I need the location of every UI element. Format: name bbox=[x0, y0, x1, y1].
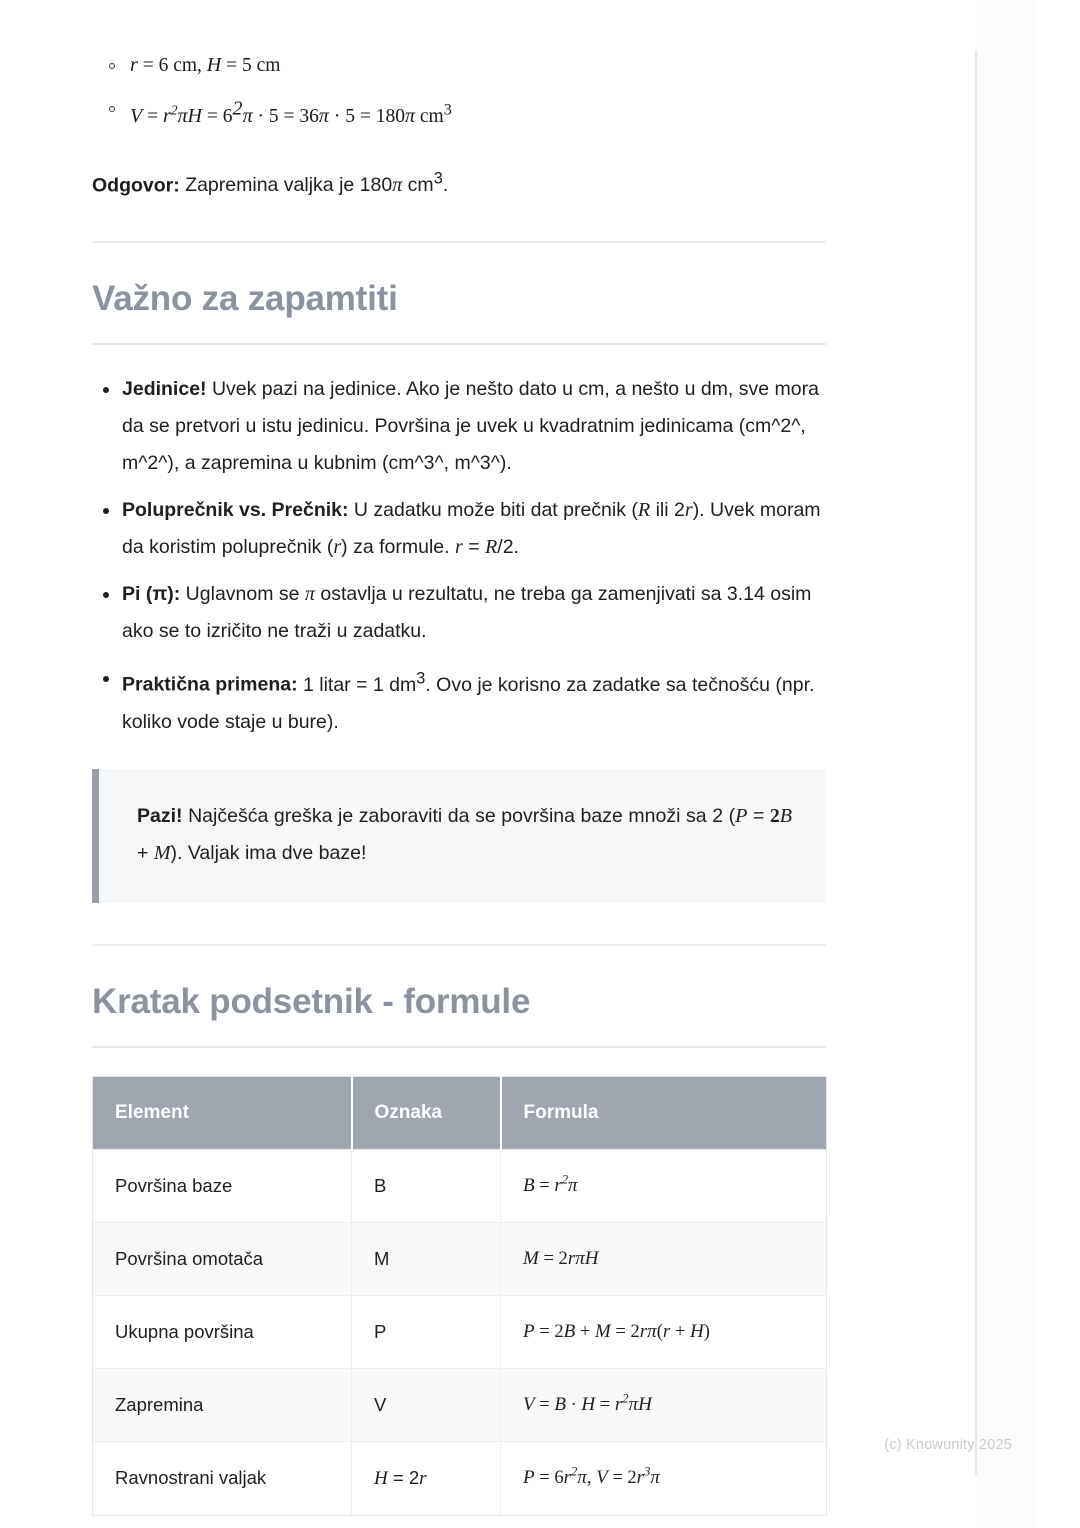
table-row bbox=[93, 1295, 827, 1368]
list-item-body: Uglavnom se π ostavlja u rezultatu, ne treba ga zamenjivati sa 3.14 osim ako se to izričito ne traži u zadatku. bbox=[122, 583, 812, 642]
cell-formula: $B = r^2\pi$ bbox=[501, 1149, 827, 1222]
cell-oznaka: P bbox=[352, 1295, 501, 1368]
list-item-lead: Poluprečnik vs. Prečnik: bbox=[122, 499, 349, 521]
list-item bbox=[122, 660, 826, 741]
table-row bbox=[93, 1149, 827, 1222]
cell-oznaka: V bbox=[352, 1368, 501, 1441]
cell-element: Površina omotača bbox=[93, 1222, 352, 1295]
list-item bbox=[122, 371, 826, 482]
cell-element: Zapremina bbox=[93, 1368, 352, 1441]
list-item-lead: Jedinice! bbox=[122, 378, 207, 400]
list-item-lead: Praktična primena: bbox=[122, 673, 298, 696]
column-header-element: Element bbox=[93, 1076, 352, 1149]
cell-oznaka: H = 2r bbox=[352, 1441, 501, 1515]
answer-label: Odgovor: bbox=[92, 174, 180, 196]
copyright-watermark: (c) Knowunity 2025 bbox=[884, 1437, 1012, 1453]
section-heading-vazno: Važno za zapamtiti bbox=[92, 279, 398, 318]
list-item-body: 1 litar = 1 $dm^3$. Ovo je korisno za zadatke sa tečnošću (npr. koliko vode staje u bure). bbox=[122, 669, 815, 733]
heading-underline bbox=[92, 343, 826, 345]
table-row bbox=[93, 1368, 827, 1441]
answer-paragraph bbox=[92, 164, 826, 201]
right-side-panel bbox=[977, 0, 1035, 1528]
cell-element: Ravnostrani valjak bbox=[93, 1441, 352, 1515]
cell-formula: P = 2B + M = 2rπ(r + H) bbox=[501, 1295, 827, 1368]
section-divider bbox=[92, 241, 826, 243]
cell-formula: M = 2rπH bbox=[501, 1222, 827, 1295]
list-item-body: Uvek pazi na jedinice. Ako je nešto dato u cm, a nešto u dm, sve mora da se pretvori u istu jedinicu. Površina je uvek u kvadratnim jedinicama (cm^2^, m^2^), a zapremina u kubnim (cm^3^, m^3^). bbox=[122, 378, 819, 474]
callout-lead: Pazi! bbox=[137, 804, 183, 827]
warning-callout bbox=[92, 769, 826, 903]
list-item bbox=[122, 492, 826, 566]
heading-underline bbox=[92, 1046, 826, 1048]
list-item bbox=[122, 576, 826, 650]
list-item-lead: Pi (π): bbox=[122, 583, 181, 605]
solution-step-text: $V = r^2\pi H = 6^2\pi \cdot 5 = 36\pi \cdot 5 = 180\pi$ $cm^3$ bbox=[130, 97, 452, 127]
document-content bbox=[92, 0, 826, 1516]
table-header-row bbox=[93, 1076, 827, 1149]
solution-steps-list bbox=[92, 44, 826, 138]
key-points-list bbox=[92, 371, 826, 741]
section-divider bbox=[92, 944, 826, 946]
cell-formula: $P = 6r^2\pi$, $V = 2r^3\pi$ bbox=[501, 1441, 827, 1515]
answer-text: Zapremina valjka je 180π $cm^3$. bbox=[185, 169, 449, 196]
cell-formula: $V = B \cdot H = r^2\pi H$ bbox=[501, 1368, 827, 1441]
page-edge-divider bbox=[975, 50, 977, 1475]
cell-oznaka: B bbox=[352, 1149, 501, 1222]
table-row bbox=[93, 1222, 827, 1295]
list-item-body: U zadatku može biti dat prečnik (R ili 2r). Uvek moram da koristim poluprečnik (r) za formule. r = R/2. bbox=[122, 499, 821, 558]
column-header-oznaka: Oznaka bbox=[352, 1076, 501, 1149]
callout-body: Najčešća greška je zaboraviti da se površina baze množi sa 2 (P = 2B + M). Valjak ima dve baze! bbox=[137, 804, 792, 864]
cell-element: Ukupna površina bbox=[93, 1295, 352, 1368]
cell-oznaka: M bbox=[352, 1222, 501, 1295]
section-heading-formule: Kratak podsetnik - formule bbox=[92, 981, 531, 1021]
cell-element: Površina baze bbox=[93, 1149, 352, 1222]
list-item bbox=[130, 44, 826, 87]
solution-step-text: r = 6 cm, H = 5 cm bbox=[130, 54, 281, 76]
list-item bbox=[130, 87, 826, 138]
column-header-formula: Formula bbox=[501, 1076, 827, 1149]
